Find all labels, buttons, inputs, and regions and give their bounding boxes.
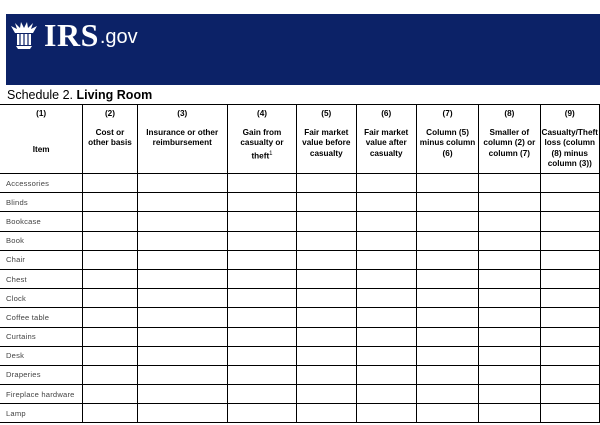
column-header-2	[83, 105, 137, 174]
column-label	[0, 145, 82, 156]
entry-cell[interactable]	[297, 212, 356, 231]
entry-cell[interactable]	[227, 327, 296, 346]
column-header-1	[0, 105, 83, 174]
entry-cell[interactable]	[297, 289, 356, 308]
column-number: (8)	[504, 109, 515, 118]
column-header-6	[356, 105, 416, 174]
column-number: (4)	[256, 109, 267, 118]
column-label-text: Insurance or other reimbursement	[146, 127, 219, 147]
entry-cell[interactable]	[137, 404, 227, 423]
column-header-8	[479, 105, 540, 174]
item-label: Curtains	[0, 327, 83, 346]
entry-cell[interactable]	[416, 404, 478, 423]
entry-cell[interactable]	[540, 212, 600, 231]
entry-cell[interactable]	[540, 404, 600, 423]
column-label-text: Column (5) minus column (6)	[419, 127, 476, 158]
entry-cell[interactable]	[356, 174, 416, 193]
entry-cell[interactable]	[479, 404, 540, 423]
entry-cell[interactable]	[83, 193, 137, 212]
item-label: Coffee table	[0, 308, 83, 327]
entry-cell[interactable]	[479, 212, 540, 231]
entry-cell[interactable]	[227, 269, 296, 288]
entry-cell[interactable]	[83, 174, 137, 193]
column-number: (1)	[36, 109, 47, 118]
entry-cell[interactable]	[83, 308, 137, 327]
table-row	[0, 385, 600, 404]
entry-cell[interactable]	[540, 327, 600, 346]
column-label-text: Gain from casualty or theft	[240, 127, 284, 161]
entry-cell[interactable]	[540, 174, 600, 193]
column-header-9	[540, 105, 600, 174]
entry-cell[interactable]	[297, 308, 356, 327]
entry-cell[interactable]	[227, 231, 296, 250]
entry-cell[interactable]	[479, 385, 540, 404]
entry-cell[interactable]	[83, 365, 137, 384]
entry-cell[interactable]	[83, 212, 137, 231]
entry-cell[interactable]	[227, 346, 296, 365]
table-row	[0, 269, 600, 288]
item-label: Bookcase	[0, 212, 83, 231]
entry-cell[interactable]	[297, 250, 356, 269]
irs-logo[interactable]	[8, 18, 138, 52]
table-row	[0, 308, 600, 327]
table-row	[0, 404, 600, 423]
entry-cell[interactable]	[356, 269, 416, 288]
entry-cell[interactable]	[227, 404, 296, 423]
entry-cell[interactable]	[356, 250, 416, 269]
entry-cell[interactable]	[83, 250, 137, 269]
entry-cell[interactable]	[479, 269, 540, 288]
column-label-text: Cost or other basis	[88, 127, 132, 147]
table-row	[0, 212, 600, 231]
casualty-loss-table	[0, 104, 600, 423]
entry-cell[interactable]	[416, 250, 478, 269]
column-label	[417, 128, 478, 160]
item-label: Fireplace hardware	[0, 385, 83, 404]
entry-cell[interactable]	[227, 308, 296, 327]
item-label: Clock	[0, 289, 83, 308]
entry-cell[interactable]	[356, 365, 416, 384]
entry-cell[interactable]	[297, 193, 356, 212]
entry-cell[interactable]	[297, 231, 356, 250]
entry-cell[interactable]	[227, 289, 296, 308]
item-label: Chair	[0, 250, 83, 269]
entry-cell[interactable]	[540, 365, 600, 384]
column-label	[297, 128, 355, 160]
table-row	[0, 365, 600, 384]
entry-cell[interactable]	[227, 174, 296, 193]
entry-cell[interactable]	[416, 231, 478, 250]
entry-cell[interactable]	[479, 346, 540, 365]
entry-cell[interactable]	[297, 327, 356, 346]
item-label: Book	[0, 231, 83, 250]
entry-cell[interactable]	[297, 174, 356, 193]
entry-cell[interactable]	[227, 385, 296, 404]
entry-cell[interactable]	[137, 289, 227, 308]
entry-cell[interactable]	[479, 308, 540, 327]
column-number: (7)	[442, 109, 453, 118]
entry-cell[interactable]	[137, 308, 227, 327]
column-label-text: Fair market value after casualty	[364, 127, 409, 158]
entry-cell[interactable]	[416, 327, 478, 346]
irs-wordmark: IRS	[44, 17, 99, 53]
item-label: Accessories	[0, 174, 83, 193]
table-row	[0, 346, 600, 365]
entry-cell[interactable]	[416, 385, 478, 404]
column-label-text: Fair market value before casualty	[302, 127, 351, 158]
entry-cell[interactable]	[356, 308, 416, 327]
column-label	[541, 128, 600, 170]
entry-cell[interactable]	[83, 231, 137, 250]
entry-cell[interactable]	[83, 346, 137, 365]
item-label: Blinds	[0, 193, 83, 212]
entry-cell[interactable]	[416, 212, 478, 231]
column-header-5	[297, 105, 356, 174]
schedule-name: Living Room	[76, 88, 153, 102]
column-label	[83, 128, 136, 149]
schedule-title	[7, 88, 152, 102]
entry-cell[interactable]	[356, 385, 416, 404]
entry-cell[interactable]	[297, 269, 356, 288]
entry-cell[interactable]	[540, 385, 600, 404]
entry-cell[interactable]	[540, 289, 600, 308]
entry-cell[interactable]	[137, 174, 227, 193]
entry-cell[interactable]	[297, 365, 356, 384]
entry-cell[interactable]	[83, 269, 137, 288]
entry-cell[interactable]	[479, 193, 540, 212]
column-header-row	[0, 105, 600, 174]
entry-cell[interactable]	[540, 231, 600, 250]
table-row	[0, 193, 600, 212]
entry-cell[interactable]	[540, 346, 600, 365]
entry-cell[interactable]	[479, 174, 540, 193]
entry-cell[interactable]	[227, 365, 296, 384]
entry-cell[interactable]	[227, 212, 296, 231]
item-label: Chest	[0, 269, 83, 288]
entry-cell[interactable]	[356, 231, 416, 250]
column-number: (2)	[104, 109, 115, 118]
column-label	[357, 128, 416, 160]
table-row	[0, 250, 600, 269]
entry-cell[interactable]	[540, 250, 600, 269]
entry-cell[interactable]	[416, 193, 478, 212]
footnote-marker: 1	[269, 150, 273, 157]
entry-cell[interactable]	[356, 289, 416, 308]
entry-cell[interactable]	[137, 250, 227, 269]
irs-banner	[6, 14, 600, 85]
entry-cell[interactable]	[137, 269, 227, 288]
item-label: Lamp	[0, 404, 83, 423]
entry-cell[interactable]	[83, 289, 137, 308]
entry-cell[interactable]	[540, 308, 600, 327]
entry-cell[interactable]	[479, 327, 540, 346]
entry-cell[interactable]	[416, 365, 478, 384]
entry-cell[interactable]	[356, 404, 416, 423]
entry-cell[interactable]	[137, 365, 227, 384]
entry-cell[interactable]	[416, 289, 478, 308]
column-number: (5)	[321, 109, 332, 118]
entry-cell[interactable]	[479, 250, 540, 269]
column-label-text: Smaller of column (2) or column (7)	[483, 127, 536, 158]
column-label-text: Casualty/Theft loss (column (8) minus column (3))	[541, 127, 598, 168]
entry-cell[interactable]	[356, 212, 416, 231]
entry-cell[interactable]	[137, 193, 227, 212]
table-row	[0, 174, 600, 193]
column-number: (3)	[177, 109, 188, 118]
entry-cell[interactable]	[540, 193, 600, 212]
column-header-3	[137, 105, 227, 174]
column-label	[479, 128, 539, 160]
entry-cell[interactable]	[479, 231, 540, 250]
entry-cell[interactable]	[416, 174, 478, 193]
column-number: (9)	[564, 109, 575, 118]
entry-cell[interactable]	[137, 231, 227, 250]
column-label	[228, 128, 296, 162]
entry-cell[interactable]	[137, 346, 227, 365]
entry-cell[interactable]	[83, 404, 137, 423]
entry-cell[interactable]	[356, 346, 416, 365]
entry-cell[interactable]	[416, 269, 478, 288]
entry-cell[interactable]	[297, 385, 356, 404]
entry-cell[interactable]	[540, 269, 600, 288]
entry-cell[interactable]	[297, 346, 356, 365]
entry-cell[interactable]	[83, 327, 137, 346]
entry-cell[interactable]	[297, 404, 356, 423]
table-row	[0, 231, 600, 250]
entry-cell[interactable]	[137, 385, 227, 404]
column-number: (6)	[381, 109, 392, 118]
irs-eagle-icon	[8, 20, 40, 50]
entry-cell[interactable]	[137, 327, 227, 346]
entry-cell[interactable]	[227, 250, 296, 269]
gov-suffix: .gov	[99, 26, 138, 48]
column-header-7	[416, 105, 478, 174]
entry-cell[interactable]	[356, 327, 416, 346]
entry-cell[interactable]	[416, 346, 478, 365]
entry-cell[interactable]	[479, 289, 540, 308]
entry-cell[interactable]	[227, 193, 296, 212]
entry-cell[interactable]	[137, 212, 227, 231]
schedule-prefix: Schedule 2.	[7, 88, 77, 102]
entry-cell[interactable]	[416, 308, 478, 327]
table-row	[0, 289, 600, 308]
item-label: Desk	[0, 346, 83, 365]
column-label-text: Item	[32, 144, 50, 154]
entry-cell[interactable]	[356, 193, 416, 212]
entry-cell[interactable]	[83, 385, 137, 404]
column-label	[138, 128, 227, 149]
column-header-4	[227, 105, 296, 174]
entry-cell[interactable]	[479, 365, 540, 384]
table-row	[0, 327, 600, 346]
item-label: Draperies	[0, 365, 83, 384]
